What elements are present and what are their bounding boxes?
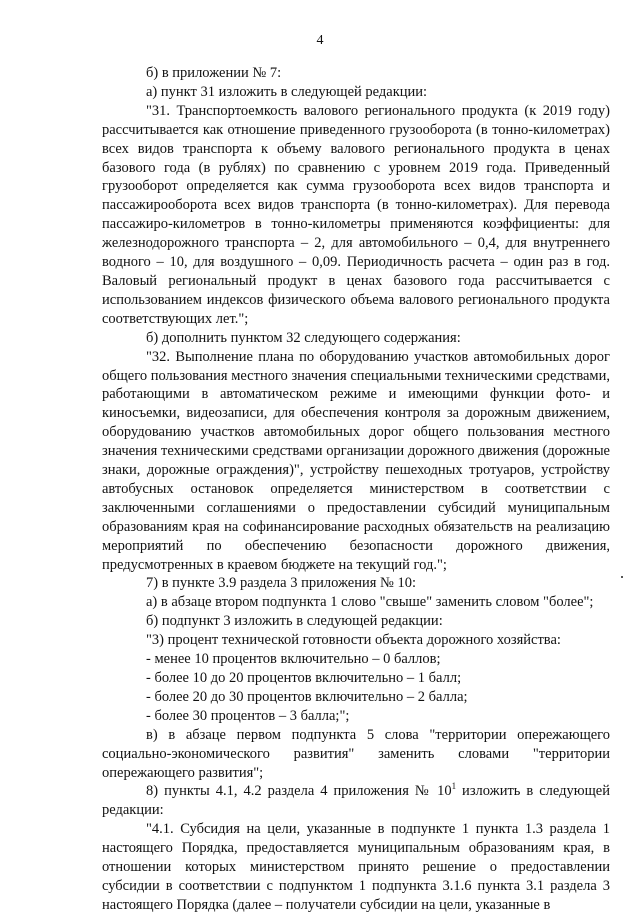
paragraph-item-8-end: изложить в следующей редакции: [102, 783, 610, 819]
paragraph-item-7b: б) подпункт 3 изложить в следующей редакции: [146, 613, 443, 630]
document-body [102, 64, 610, 915]
page-number: 4 [316, 33, 324, 48]
paragraph-item-b-point-32: б) дополнить пунктом 32 следующего содержания: [146, 329, 461, 346]
list-item-score-1: - более 10 до 20 процентов включительно – 1 балл; [146, 670, 462, 686]
scan-speck [621, 576, 623, 578]
superscript-mark: 1 [451, 781, 457, 792]
paragraph-item-7: 7) в пункте 3.9 раздела 3 приложения № 10: [146, 575, 417, 592]
paragraph-item-7v: в) в абзаце первом подпункта 5 слова "территории опережающего социально-экономического развития" заменить словами "территории опережающего развития"; [102, 726, 610, 781]
paragraph-item-7a: а) в абзаце втором подпункта 1 слово "свыше" заменить словом "более"; [146, 594, 594, 611]
paragraph-item-b-appendix-7: б) в приложении № 7: [146, 65, 282, 81]
list-item-score-0: - менее 10 процентов включительно – 0 баллов; [146, 651, 441, 668]
paragraph-point-31-text: "31. Транспортоемкость валового регионального продукта (к 2019 году) рассчитывается как отношение приведенного грузооборота (в тонно-километрах) всех видов транспорта к объему валового регионального продукта в ценах базового года (в рублях) по сравнению с уровнем 2019 года. Приведенный грузооборот определяется как сумма грузооборота всех видов транспорта и пассажирооборота всех видов транспорта (в тонно-километрах). Для перевода пассажиро-километров в тонно-километры применяются коэффициенты: для железнодорожного транспорта – 2, для автомобильного – 0,4, для внутреннего водного – 10, для воздушного – 0,09. Периодичность расчета – один раз в год. Валовый региональный продукт в ценах базового года рассчитывается с использованием индексов физического объема валового регионального продукта соответствующих лет."; [102, 102, 610, 327]
list-item-score-2: - более 20 до 30 процентов включительно – 2 балла; [146, 688, 468, 705]
paragraph-point-4-1-text: "4.1. Субсидия на цели, указанные в подпункте 1 пункта 1.3 раздела 1 настоящего Порядка, предоставляется муниципальным образованиям края, в отношении которых министерством принято решение о предоставлении субсидии в соответствии с подпунктом 1 подпункта 3.1.6 пункта 3.1 раздела 3 настоящего Порядка (далее – получатели субсидии на цели, указанные в [102, 821, 610, 913]
paragraph-item-8 [102, 782, 610, 820]
paragraph-point-32-text: "32. Выполнение плана по оборудованию участков автомобильных дорог общего пользования местного значения специальными техническими средствами, работающими в автоматическом режиме и имеющими функции фото- и киносъемки, видеозаписи, для обеспечения контроля за дорожным движением, оборудованию участков автомобильных дорог общего пользования местного значения техническими средствами организации дорожного движения (дорожные знаки, дорожные ограждения)", устройству пешеходных тротуаров, устройству автобусных остановок определяется министерством в соответствии с заключенными соглашениями о предоставлении субсидий муниципальным образованиям края на софинансирование расходных обязательств на реализацию мероприятий по обеспечению безопасности дорожного движения, предусмотренных в краевом бюджете на текущий год."; [102, 348, 610, 573]
paragraph-item-a-point-31: а) пункт 31 изложить в следующей редакции: [146, 83, 428, 100]
paragraph-subitem-3: "3) процент технической готовности объекта дорожного хозяйства: [146, 632, 561, 649]
paragraph-item-8-start: 8) пункты 4.1, 4.2 раздела 4 приложения № 10 [146, 783, 452, 800]
list-item-score-3: - более 30 процентов – 3 балла;"; [146, 707, 350, 724]
